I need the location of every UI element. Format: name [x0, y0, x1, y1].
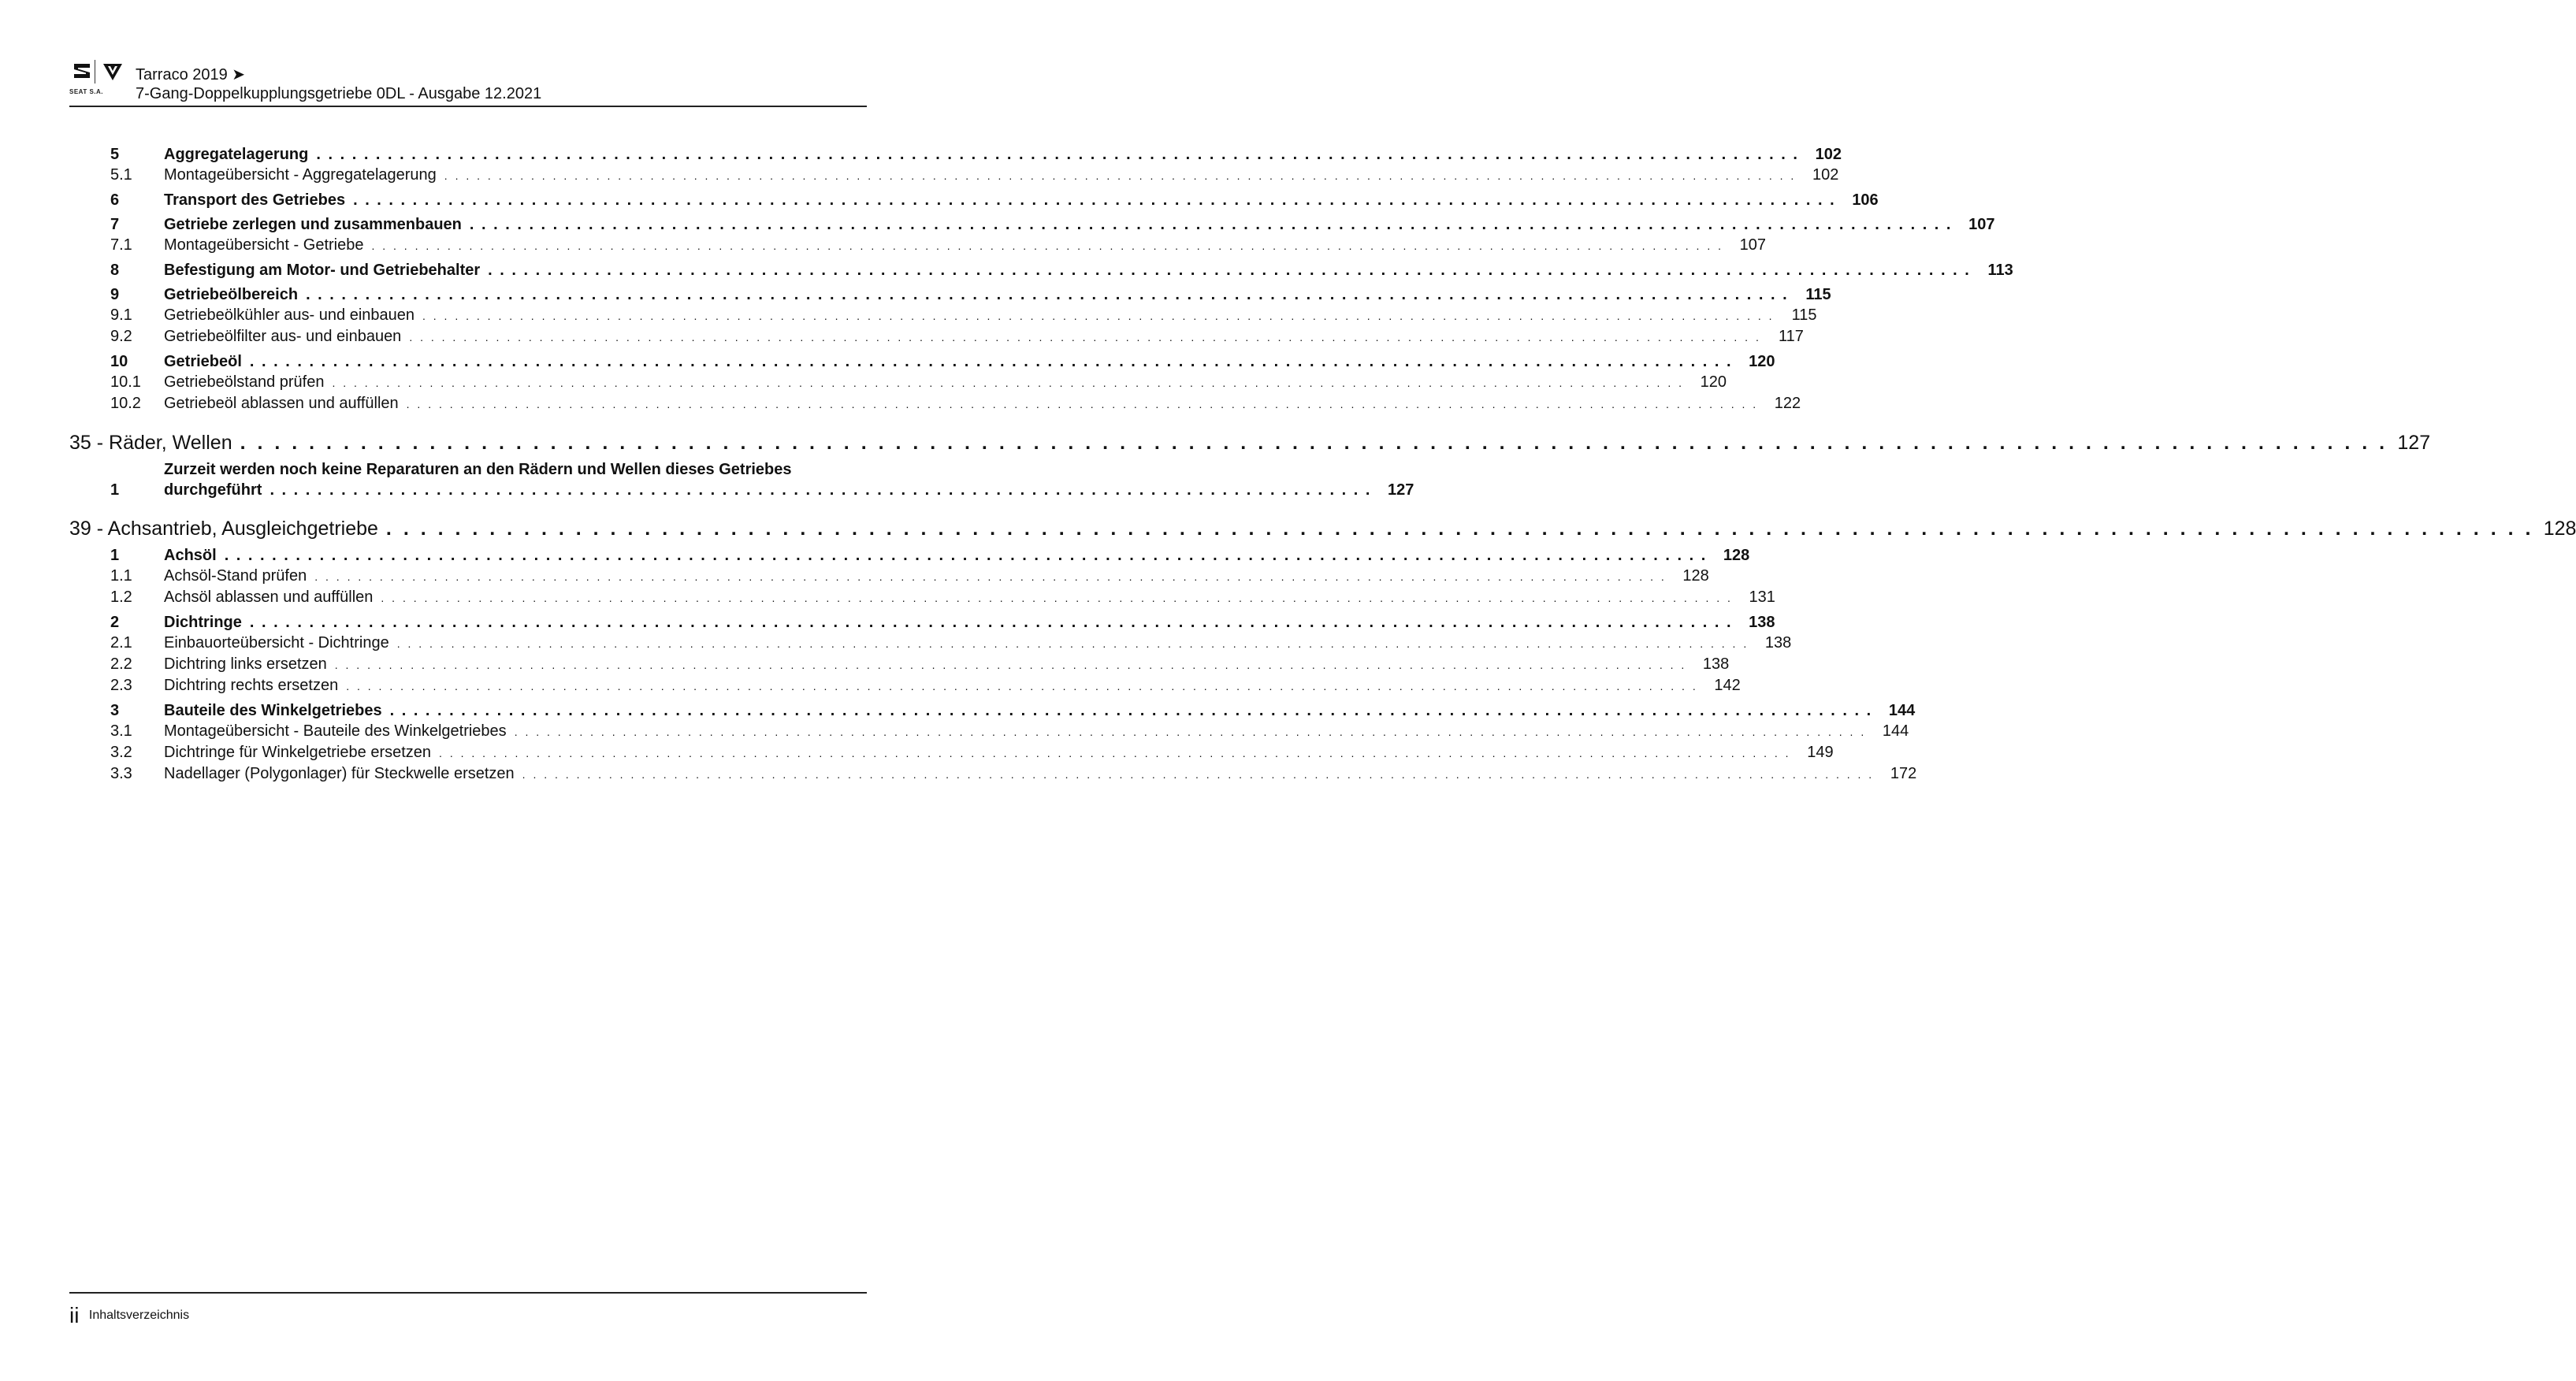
toc-title: Befestigung am Motor- und Getriebehalter . . .: [164, 260, 1971, 280]
toc-title: Dichtringe für Winkelgetriebe ersetzen . . .: [164, 742, 1791, 763]
seat-s-icon: [72, 61, 91, 80]
toc-number: 1.2: [110, 588, 132, 606]
toc-number: 8: [110, 262, 120, 279]
toc-page-number: 107: [1968, 216, 1995, 233]
toc-title: Achsöl ablassen und auffüllen . . .: [164, 587, 1733, 608]
toc-entry[interactable]: [69, 260, 2013, 280]
toc-title: Aggregatelagerung . . .: [164, 144, 1799, 165]
toc-subentry[interactable]: [69, 675, 1741, 696]
toc-subentry[interactable]: [69, 721, 1909, 742]
toc-number: 6: [110, 191, 120, 209]
toc-number: 7: [110, 216, 120, 233]
toc-number: 9.1: [110, 306, 132, 324]
toc-page-number: 107: [1739, 236, 1766, 254]
toc-page-number: 128: [1723, 547, 1750, 564]
toc-page-number: 144: [1882, 722, 1909, 740]
toc-page-number: 117: [1778, 328, 1804, 345]
cupra-triangle-icon: [102, 61, 123, 82]
page-footer: [69, 1303, 189, 1328]
toc-number: 1: [110, 481, 120, 499]
toc-subentry[interactable]: [69, 566, 1709, 587]
toc-number: 1: [110, 547, 120, 564]
toc-entry[interactable]: [69, 700, 1916, 721]
toc-number: 7.1: [110, 236, 132, 254]
toc-page-number: 138: [1749, 614, 1775, 631]
toc-page-number: 127: [2397, 432, 2431, 454]
toc-page-number: 149: [1807, 744, 1834, 761]
toc-subentry[interactable]: [69, 372, 1727, 393]
toc-page-number: 138: [1702, 655, 1730, 673]
footer-rule: [69, 1292, 867, 1294]
toc-number: 5.1: [110, 166, 132, 184]
toc-page-number: 138: [1764, 634, 1792, 652]
toc-page-number: 122: [1774, 395, 1801, 412]
toc-number: 3: [110, 702, 120, 719]
toc-page-number: 128: [1682, 567, 1709, 585]
toc-title: Dichtring links ersetzen . . .: [164, 654, 1686, 675]
toc-chapter[interactable]: [69, 430, 2431, 455]
toc-entry[interactable]: [69, 190, 1879, 210]
toc-number: 2.1: [110, 634, 132, 652]
toc-page-number: 172: [1890, 765, 1917, 782]
toc-page-number: 106: [1852, 191, 1879, 209]
toc-number: 10.1: [110, 373, 141, 391]
header-subtitle: 7-Gang-Doppelkupplungsgetriebe 0DL - Ausgabe 12.2021: [136, 85, 542, 102]
toc-page-number: 131: [1749, 588, 1775, 606]
toc-page-number: 127: [1388, 481, 1414, 499]
toc-title: Bauteile des Winkelgetriebes . . .: [164, 700, 1872, 721]
toc-title: Achsöl . . .: [164, 545, 1707, 566]
header-model: Tarraco 2019 ➤: [136, 66, 246, 84]
toc-entry[interactable]: [69, 459, 1414, 500]
toc-title: Getriebeöl . . .: [164, 351, 1733, 372]
toc-entry[interactable]: [69, 545, 1750, 566]
toc-number: 10: [110, 353, 128, 370]
toc-title: Montageübersicht - Bauteile des Winkelgetriebes . . .: [164, 721, 1866, 742]
toc-page-number: 102: [1815, 146, 1842, 163]
toc-page-number: 102: [1812, 166, 1839, 184]
toc-title: 35 - Räder, Wellen . . .: [69, 430, 2388, 455]
toc-page-number: 115: [1791, 306, 1817, 324]
toc-number: 2.2: [110, 655, 132, 673]
toc-entry[interactable]: [69, 214, 1995, 235]
toc-page-number: 113: [1987, 262, 2013, 279]
header-rule: [69, 106, 867, 107]
toc-title: Getriebeölfilter aus- und einbauen . . .: [164, 326, 1761, 347]
toc-page-number: 142: [1714, 677, 1741, 694]
toc-number: 5: [110, 146, 120, 163]
table-of-contents: [69, 140, 2576, 785]
toc-entry[interactable]: [69, 144, 1842, 165]
toc-title: Montageübersicht - Aggregatelagerung . . .: [164, 165, 1796, 186]
toc-title: Getriebeölkühler aus- und einbauen . . .: [164, 305, 1775, 326]
toc-subentry[interactable]: [69, 235, 1766, 256]
toc-entry[interactable]: [69, 612, 1775, 633]
toc-subentry[interactable]: [69, 305, 1817, 326]
logo-text: SEAT S.A.: [69, 88, 104, 95]
toc-number: 10.2: [110, 395, 141, 412]
toc-subentry[interactable]: [69, 587, 1775, 608]
toc-title-line1: Zurzeit werden noch keine Reparaturen an den Rädern und Wellen dieses Getriebes: [164, 461, 792, 478]
page-header: [69, 60, 867, 107]
toc-title: Montageübersicht - Getriebe . . .: [164, 235, 1723, 256]
toc-number: 9: [110, 286, 120, 303]
toc-number: 3.3: [110, 765, 132, 782]
page-number: ii: [69, 1303, 80, 1327]
toc-title: 39 - Achsantrieb, Ausgleichgetriebe . . .: [69, 516, 2533, 541]
toc-title: Getriebe zerlegen und zusammenbauen . . .: [164, 214, 1952, 235]
seat-logo: [69, 60, 123, 101]
toc-page-number: 144: [1888, 702, 1916, 719]
toc-title: Dichtringe . . .: [164, 612, 1733, 633]
footer-label: Inhaltsverzeichnis: [88, 1309, 190, 1322]
toc-number: 2.3: [110, 677, 132, 694]
toc-title: Achsöl-Stand prüfen . . .: [164, 566, 1667, 587]
toc-page-number: 115: [1805, 286, 1831, 303]
toc-subentry[interactable]: [69, 393, 1801, 414]
toc-subentry[interactable]: [69, 742, 1834, 763]
toc-entry[interactable]: [69, 351, 1775, 372]
toc-title-line2: durchgeführt . . .: [164, 480, 1371, 500]
toc-page-number: 128: [2543, 518, 2576, 540]
toc-number: 2: [110, 614, 120, 631]
toc-subentry[interactable]: [69, 763, 1917, 785]
toc-title: [164, 459, 1371, 500]
toc-title: Transport des Getriebes . . .: [164, 190, 1836, 210]
toc-number: 3.1: [110, 722, 132, 740]
toc-subentry[interactable]: [69, 654, 1730, 675]
toc-title: Getriebeölstand prüfen . . .: [164, 372, 1684, 393]
toc-number: 1.1: [110, 567, 132, 585]
toc-subentry[interactable]: [69, 326, 1804, 347]
toc-subentry[interactable]: [69, 633, 1792, 654]
toc-title: Getriebeöl ablassen und auffüllen . . .: [164, 393, 1758, 414]
toc-chapter[interactable]: [69, 516, 2576, 541]
toc-number: 3.2: [110, 744, 132, 761]
toc-page-number: 120: [1749, 353, 1775, 370]
toc-title: Nadellager (Polygonlager) für Steckwelle ersetzen . . .: [164, 763, 1874, 785]
toc-entry[interactable]: [69, 284, 1831, 305]
toc-title: Einbauorteübersicht - Dichtringe . . .: [164, 633, 1749, 654]
toc-number: 9.2: [110, 328, 132, 345]
toc-title: Dichtring rechts ersetzen . . .: [164, 675, 1698, 696]
toc-subentry[interactable]: [69, 165, 1839, 186]
toc-title: Getriebeölbereich . . .: [164, 284, 1789, 305]
toc-page-number: 120: [1700, 373, 1727, 391]
